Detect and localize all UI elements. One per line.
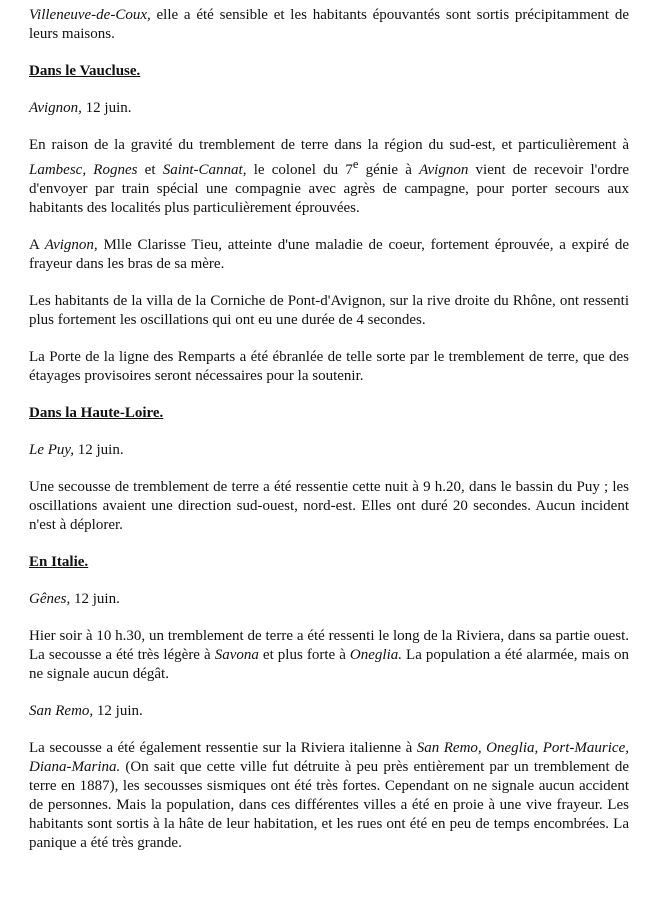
text-run: En raison de la gravité du tremblement de terre dans la région du sud-est, et particulièrement à (29, 137, 629, 153)
place-name: Villeneuve-de-Coux, (29, 7, 151, 23)
text-run: génie à (358, 162, 420, 178)
place-name: Oneglia. (349, 647, 402, 663)
text-run: A (29, 237, 45, 253)
dateline-date: 12 juin. (74, 442, 124, 458)
place-name: Savona (214, 647, 259, 663)
paragraph-genie (29, 136, 629, 218)
place-name: Saint-Cannat, (162, 162, 247, 178)
dateline-place: Le Puy, (29, 442, 74, 458)
text-run: La population a été alarmée, mais on ne signale aucun dégât. (29, 647, 629, 682)
place-name: Avignon, (44, 237, 98, 253)
section-heading-italie: En Italie. (29, 554, 89, 570)
paragraph-riviera (29, 627, 629, 684)
paragraph-puy: Une secousse de tremblement de terre a été ressentie cette nuit à 9 h.20, dans le bassin du Puy ; les oscillations avaient une direction sud-ouest, nord-est. Elles ont duré 20 secondes. Aucun incident n'est à déplorer. (29, 479, 629, 533)
text-run: et plus forte à (258, 647, 350, 663)
text-run: vient de recevoir l'ordre d'envoyer par train spécial une compagnie avec agrès de campagne, pour porter secours aux habitants des localités plus particulièrement éprouvées. (29, 162, 629, 216)
paragraph-san-remo (29, 739, 629, 853)
superscript: e (352, 157, 359, 171)
text-run: le colonel du 7 (246, 162, 353, 178)
section-heading-vaucluse: Dans le Vaucluse. (29, 63, 141, 79)
dateline-date: 12 juin. (81, 100, 132, 116)
dateline-place: Avignon, (29, 100, 82, 116)
dateline-place: San Remo, (29, 703, 94, 719)
text-run: et (137, 162, 163, 178)
text-run: La secousse a été également ressentie sur la Riviera italienne à (29, 740, 417, 756)
paragraph-text: elle a été sensible et les habitants épouvantés sont sortis précipitamment de leurs maisons. (29, 7, 629, 42)
dateline-le-puy (29, 441, 629, 460)
paragraph-villeneuve (29, 6, 629, 44)
paragraph-remparts: La Porte de la ligne des Remparts a été ébranlée de telle sorte par le tremblement de terre, que des étayages provisoires seront nécessaires pour la soutenir. (29, 349, 629, 384)
text-run: Mlle Clarisse Tieu, atteinte d'une maladie de coeur, fortement éprouvée, a expiré de frayeur dans les bras de sa mère. (29, 237, 629, 272)
dateline-place: Gênes, (29, 591, 71, 607)
paragraph-tieu (29, 236, 629, 274)
text-run: Hier soir à 10 h.30, un tremblement de terre a été ressenti le long de la Riviera, dans sa partie ouest. La secousse a été très légère à (29, 628, 629, 663)
paragraph-corniche: Les habitants de la villa de la Corniche de Pont-d'Avignon, sur la rive droite du Rhône, ont ressenti plus fortement les oscillations qui ont eu une durée de 4 secondes. (29, 293, 629, 328)
place-name: Avignon (419, 162, 469, 178)
dateline-genes (29, 590, 629, 609)
section-heading-haute-loire: Dans la Haute-Loire. (29, 405, 164, 421)
dateline-avignon (29, 99, 629, 118)
text-run: (On sait que cette ville fut détruite à peu près entièrement par un tremblement de terre en 1887), les secousses sismiques ont été très fortes. Cependant on ne signale aucun accident de personnes. Mais la population, dans ces différentes villes a été en proie à une vive frayeur. Les habitants sont sortis à la hâte de leur habitation, et les rues ont été en peu de temps encombrées. La panique a été très grande. (29, 759, 629, 851)
dateline-san-remo (29, 702, 629, 721)
place-name: San Remo, Oneglia, Port-Maurice, Diana-Marina. (29, 740, 629, 775)
dateline-date: 12 juin. (93, 703, 143, 719)
dateline-date: 12 juin. (70, 591, 120, 607)
place-name: Lambesc, Rognes (29, 162, 138, 178)
